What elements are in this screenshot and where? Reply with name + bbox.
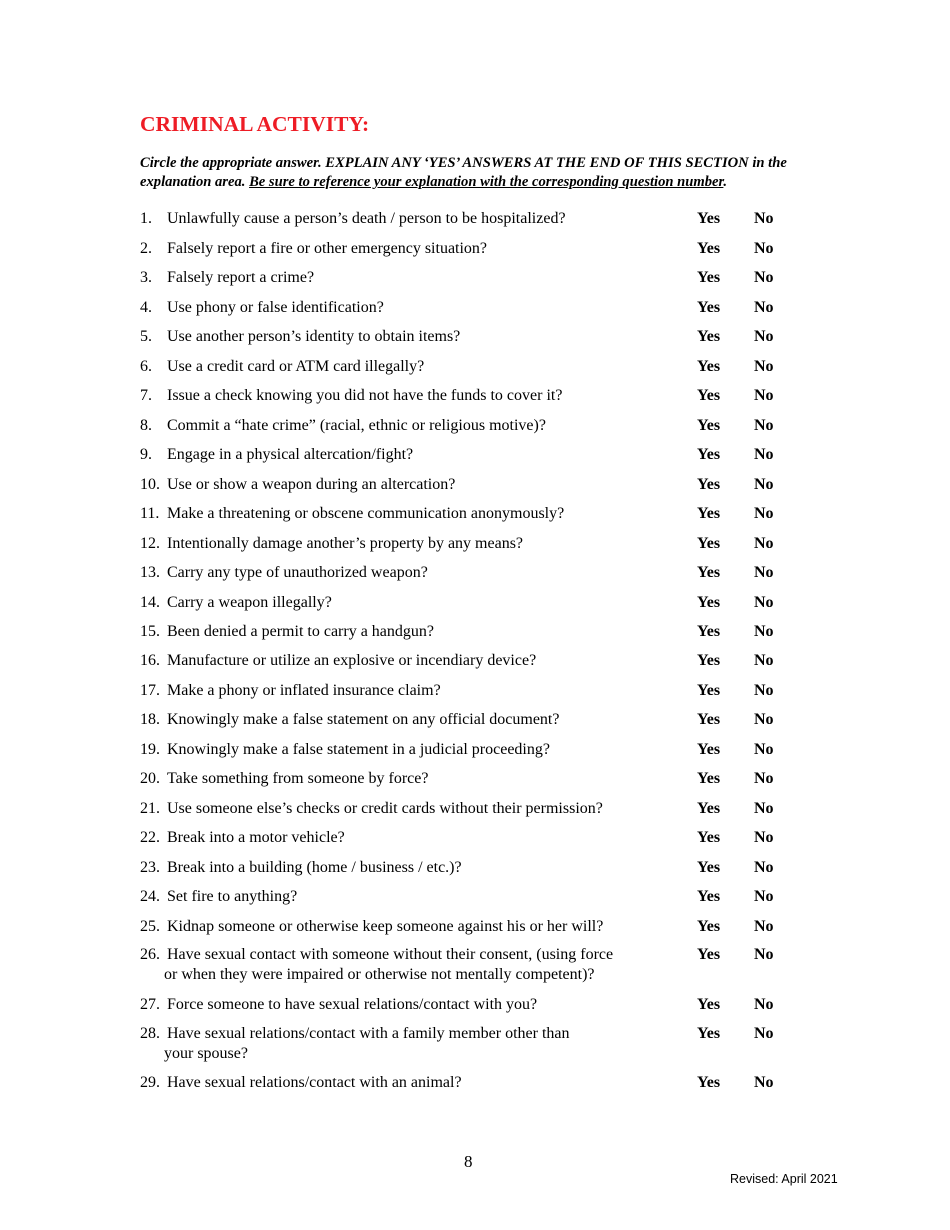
question-text: Kidnap someone or otherwise keep someone against his or her will? <box>167 918 604 935</box>
no-option[interactable]: No <box>754 1025 774 1042</box>
question-text: Set fire to anything? <box>167 888 298 905</box>
yes-option[interactable]: Yes <box>697 711 721 728</box>
yes-option[interactable]: Yes <box>697 328 721 345</box>
no-option[interactable]: No <box>754 564 774 581</box>
question-text-continued: your spouse? <box>164 1045 248 1062</box>
no-option[interactable]: No <box>754 711 774 728</box>
question-text: Use another person’s identity to obtain items? <box>167 328 461 345</box>
yes-option[interactable]: Yes <box>697 210 721 227</box>
no-option[interactable]: No <box>754 996 774 1013</box>
question-number: 1. <box>140 210 152 227</box>
no-option[interactable]: No <box>754 358 774 375</box>
yes-option[interactable]: Yes <box>697 682 721 699</box>
no-option[interactable]: No <box>754 770 774 787</box>
no-option[interactable]: No <box>754 946 774 963</box>
instructions <box>140 154 840 192</box>
yes-option[interactable]: Yes <box>697 535 721 552</box>
yes-option[interactable]: Yes <box>697 996 721 1013</box>
question-number: 2. <box>140 240 152 257</box>
no-option[interactable]: No <box>754 417 774 434</box>
no-option[interactable]: No <box>754 594 774 611</box>
question-text: Carry a weapon illegally? <box>167 594 332 611</box>
no-option[interactable]: No <box>754 888 774 905</box>
question-number: 6. <box>140 358 152 375</box>
yes-option[interactable]: Yes <box>697 446 721 463</box>
question-number: 16. <box>140 652 160 669</box>
question-text: Break into a building (home / business / etc.)? <box>167 859 462 876</box>
question-number: 17. <box>140 682 160 699</box>
no-option[interactable]: No <box>754 1074 774 1091</box>
revised-date: Revised: April 2021 <box>730 1172 838 1186</box>
question-number: 14. <box>140 594 160 611</box>
question-text-continued: or when they were impaired or otherwise not mentally competent)? <box>164 966 595 983</box>
yes-option[interactable]: Yes <box>697 299 721 316</box>
question-number: 10. <box>140 476 160 493</box>
question-text: Manufacture or utilize an explosive or incendiary device? <box>167 652 537 669</box>
question-text: Knowingly make a false statement in a judicial proceeding? <box>167 741 550 758</box>
yes-option[interactable]: Yes <box>697 652 721 669</box>
question-text: Force someone to have sexual relations/contact with you? <box>167 996 538 1013</box>
yes-option[interactable]: Yes <box>697 829 721 846</box>
yes-option[interactable]: Yes <box>697 1025 721 1042</box>
yes-option[interactable]: Yes <box>697 859 721 876</box>
question-text: Use or show a weapon during an altercation? <box>167 476 456 493</box>
no-option[interactable]: No <box>754 210 774 227</box>
question-number: 25. <box>140 918 160 935</box>
question-number: 15. <box>140 623 160 640</box>
question-number: 29. <box>140 1074 160 1091</box>
no-option[interactable]: No <box>754 623 774 640</box>
question-number: 5. <box>140 328 152 345</box>
question-text: Use someone else’s checks or credit cards without their permission? <box>167 800 603 817</box>
question-text: Unlawfully cause a person’s death / person to be hospitalized? <box>167 210 566 227</box>
question-text: Carry any type of unauthorized weapon? <box>167 564 428 581</box>
question-number: 28. <box>140 1025 160 1042</box>
question-number: 4. <box>140 299 152 316</box>
question-text: Been denied a permit to carry a handgun? <box>167 623 434 640</box>
question-text: Commit a “hate crime” (racial, ethnic or religious motive)? <box>167 417 546 434</box>
yes-option[interactable]: Yes <box>697 918 721 935</box>
yes-option[interactable]: Yes <box>697 623 721 640</box>
question-number: 13. <box>140 564 160 581</box>
question-text: Knowingly make a false statement on any official document? <box>167 711 560 728</box>
yes-option[interactable]: Yes <box>697 564 721 581</box>
yes-option[interactable]: Yes <box>697 417 721 434</box>
no-option[interactable]: No <box>754 741 774 758</box>
no-option[interactable]: No <box>754 652 774 669</box>
yes-option[interactable]: Yes <box>697 888 721 905</box>
no-option[interactable]: No <box>754 328 774 345</box>
question-text: Have sexual relations/contact with an animal? <box>167 1074 462 1091</box>
question-number: 26. <box>140 946 160 963</box>
yes-option[interactable]: Yes <box>697 476 721 493</box>
question-number: 12. <box>140 535 160 552</box>
no-option[interactable]: No <box>754 387 774 404</box>
question-text: Break into a motor vehicle? <box>167 829 345 846</box>
question-text: Falsely report a crime? <box>167 269 315 286</box>
question-number: 24. <box>140 888 160 905</box>
question-text: Make a threatening or obscene communication anonymously? <box>167 505 565 522</box>
no-option[interactable]: No <box>754 682 774 699</box>
question-number: 11. <box>140 505 160 522</box>
page-number: 8 <box>464 1152 473 1171</box>
question-text: Falsely report a fire or other emergency situation? <box>167 240 488 257</box>
no-option[interactable]: No <box>754 535 774 552</box>
yes-option[interactable]: Yes <box>697 1074 721 1091</box>
yes-option[interactable]: Yes <box>697 800 721 817</box>
question-number: 19. <box>140 741 160 758</box>
instructions-underlined: Be sure to reference your explanation with the corresponding question number <box>249 174 724 190</box>
instructions-period: . <box>723 174 728 190</box>
no-option[interactable]: No <box>754 446 774 463</box>
section-title: CRIMINAL ACTIVITY: <box>140 112 370 136</box>
question-text: Engage in a physical altercation/fight? <box>167 446 414 463</box>
question-text: Make a phony or inflated insurance claim? <box>167 682 441 699</box>
question-text: Use a credit card or ATM card illegally? <box>167 358 425 375</box>
question-text: Intentionally damage another’s property by any means? <box>167 535 524 552</box>
no-option[interactable]: No <box>754 299 774 316</box>
no-option[interactable]: No <box>754 859 774 876</box>
yes-option[interactable]: Yes <box>697 387 721 404</box>
yes-option[interactable]: Yes <box>697 946 721 963</box>
yes-option[interactable]: Yes <box>697 240 721 257</box>
question-number: 20. <box>140 770 160 787</box>
instructions-text: Circle the appropriate answer. EXPLAIN ANY ‘YES’ ANSWERS AT THE END OF THIS SECTION in the explanation area. <box>140 155 787 190</box>
no-option[interactable]: No <box>754 505 774 522</box>
question-number: 3. <box>140 269 152 286</box>
question-text: Use phony or false identification? <box>167 299 384 316</box>
question-number: 9. <box>140 446 152 463</box>
yes-option[interactable]: Yes <box>697 269 721 286</box>
no-option[interactable]: No <box>754 240 774 257</box>
question-number: 8. <box>140 417 152 434</box>
question-number: 23. <box>140 859 160 876</box>
no-option[interactable]: No <box>754 269 774 286</box>
question-text: Take something from someone by force? <box>167 770 429 787</box>
yes-option[interactable]: Yes <box>697 741 721 758</box>
question-number: 22. <box>140 829 160 846</box>
question-text: Have sexual relations/contact with a family member other than <box>167 1025 570 1042</box>
no-option[interactable]: No <box>754 918 774 935</box>
yes-option[interactable]: Yes <box>697 505 721 522</box>
question-number: 18. <box>140 711 160 728</box>
yes-option[interactable]: Yes <box>697 770 721 787</box>
no-option[interactable]: No <box>754 800 774 817</box>
question-text: Have sexual contact with someone without their consent, (using force <box>167 946 614 963</box>
question-number: 27. <box>140 996 160 1013</box>
question-number: 21. <box>140 800 160 817</box>
question-text: Issue a check knowing you did not have the funds to cover it? <box>167 387 563 404</box>
no-option[interactable]: No <box>754 476 774 493</box>
no-option[interactable]: No <box>754 829 774 846</box>
yes-option[interactable]: Yes <box>697 358 721 375</box>
yes-option[interactable]: Yes <box>697 594 721 611</box>
question-number: 7. <box>140 387 152 404</box>
